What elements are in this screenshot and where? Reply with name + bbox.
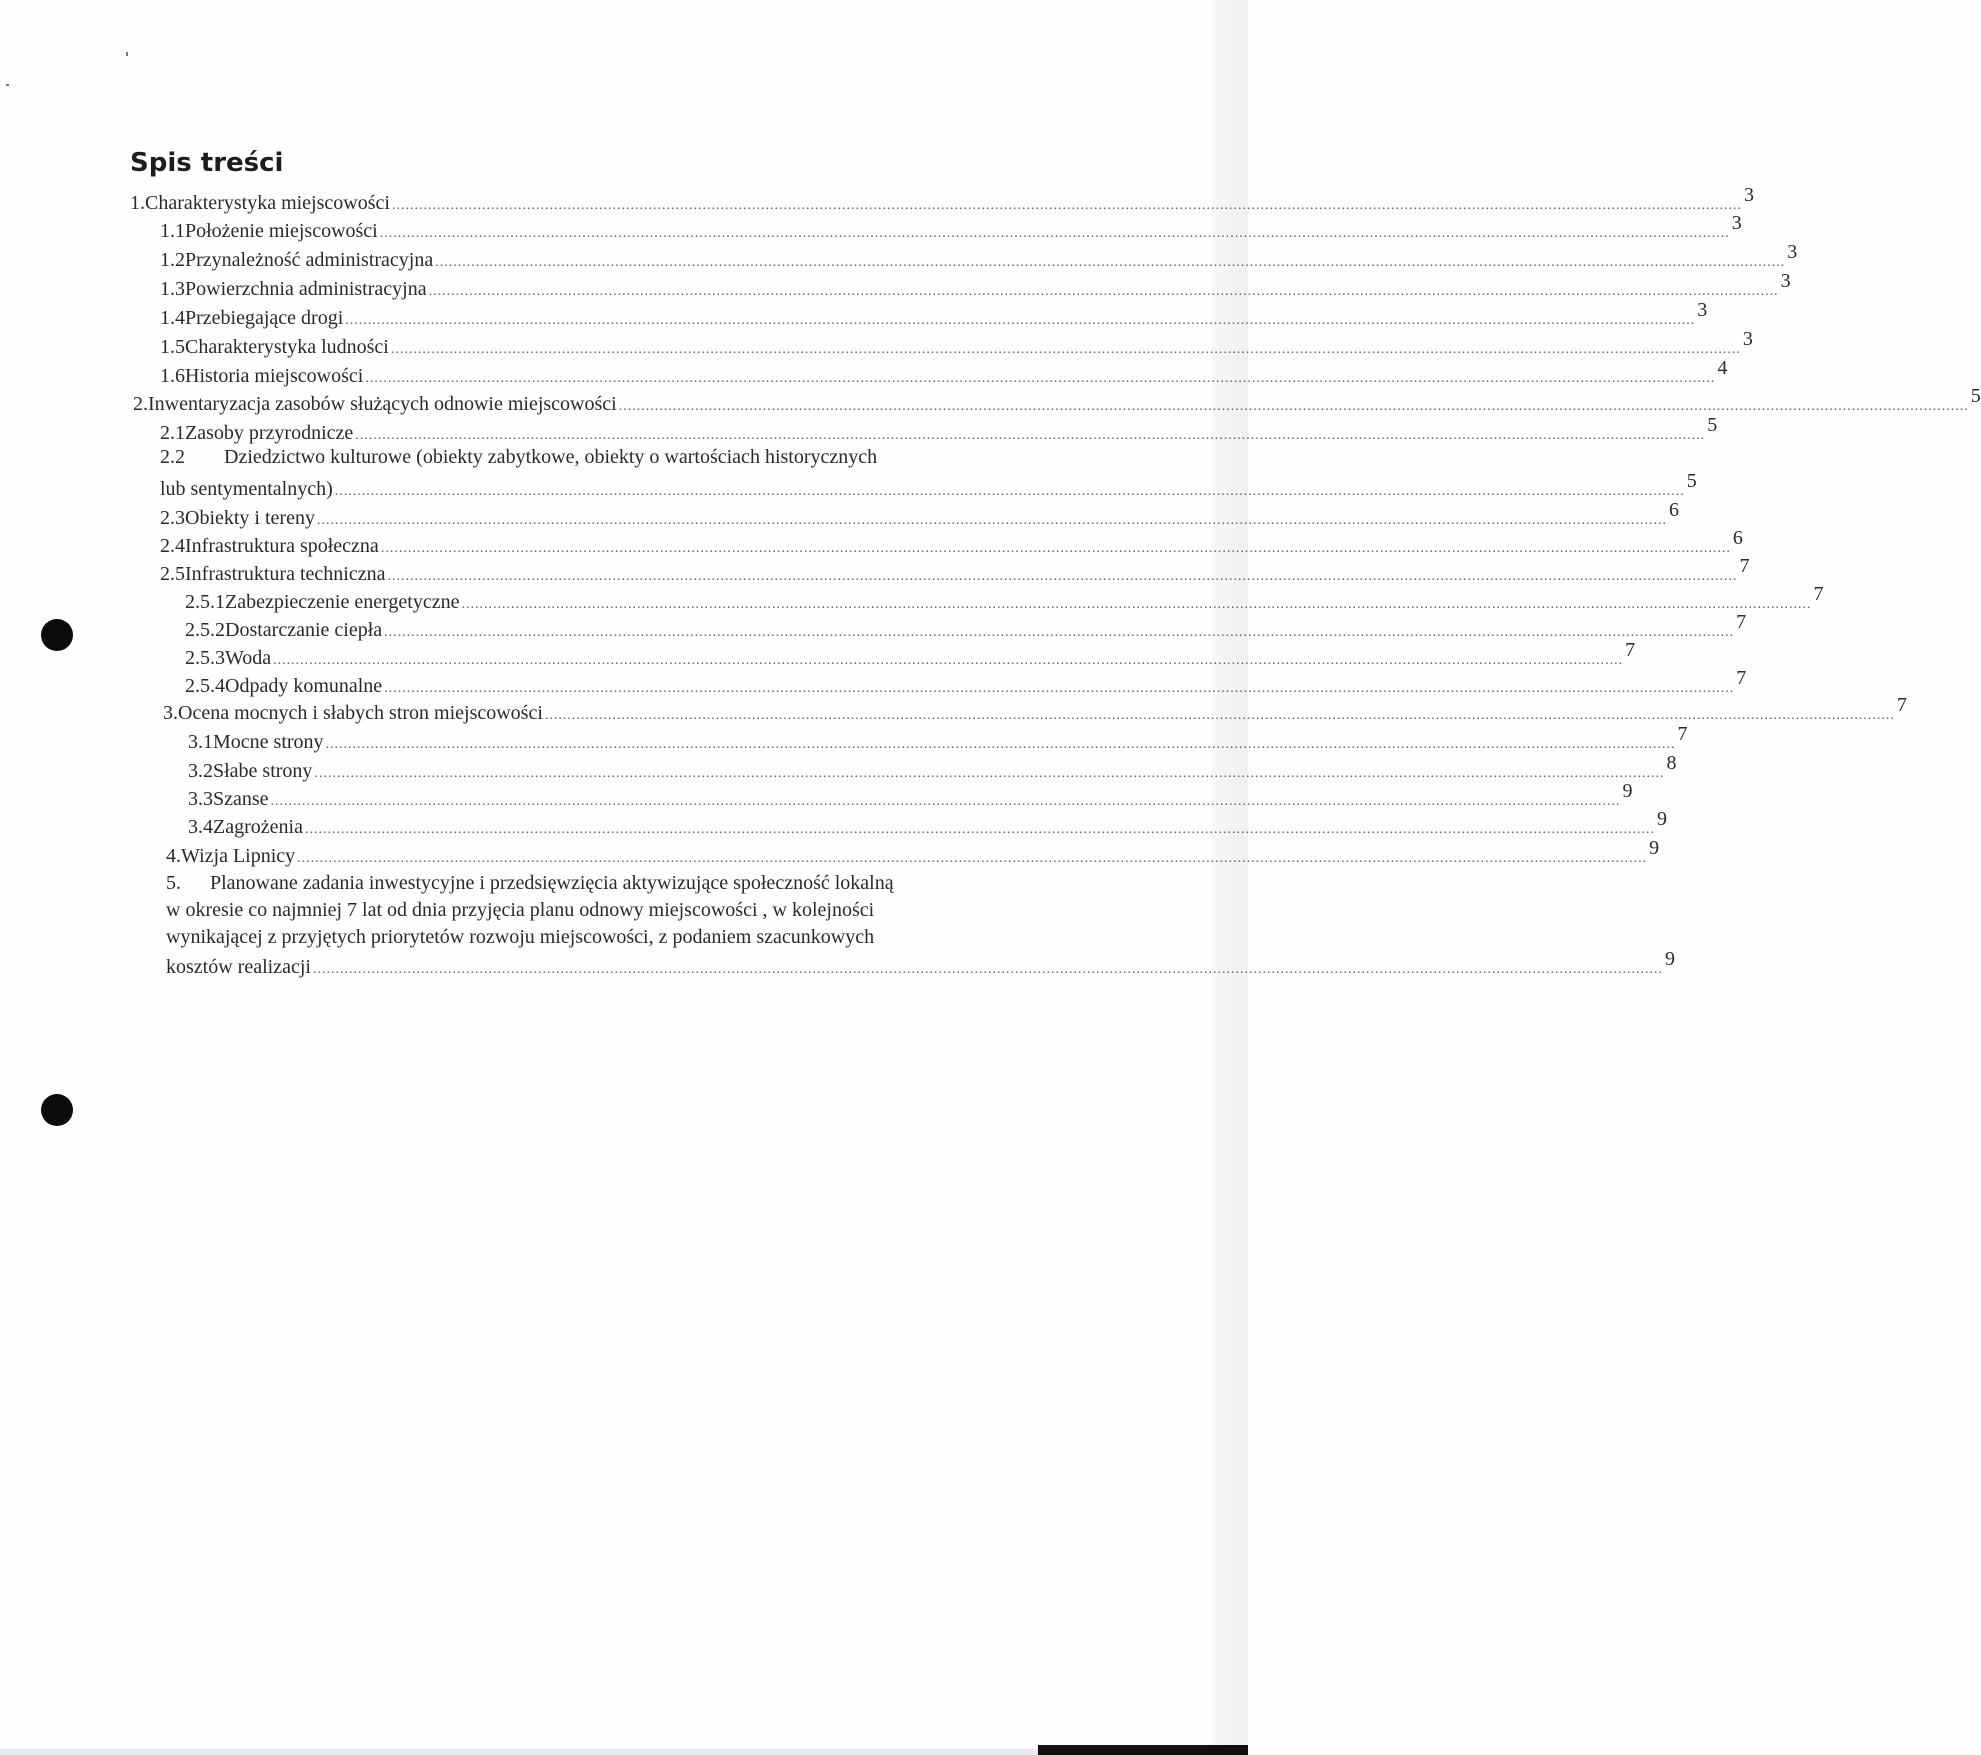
toc-entry-text: Infrastruktura techniczna bbox=[185, 563, 386, 585]
toc-entry-number: 3.4 bbox=[188, 816, 213, 838]
toc-entry-text-continued: lub sentymentalnych) bbox=[160, 478, 333, 500]
toc-entry-text: Charakterystyka ludności bbox=[185, 336, 389, 358]
toc-entry bbox=[185, 611, 1747, 643]
toc-entry-text: Zasoby przyrodnicze bbox=[185, 422, 354, 444]
toc-entry-number: 1.1 bbox=[160, 220, 185, 242]
toc-entry-text: Dziedzictwo kulturowe (obiekty zabytkowe, obiekty o wartościach historycznych bbox=[224, 446, 878, 468]
toc-leader: ............................................................................................................................................................................................................................................................................................................ bbox=[435, 255, 1786, 270]
toc-entry-page: 5 bbox=[1686, 470, 1697, 492]
toc-entry-number: 3.2 bbox=[188, 760, 213, 782]
toc-entry bbox=[160, 555, 1750, 587]
toc-leader: ............................................................................................................................................................................................................................................................................................................ bbox=[544, 708, 1895, 723]
toc-leader: ............................................................................................................................................................................................................................................................................................................ bbox=[618, 399, 1969, 414]
toc-entry-page: 7 bbox=[1813, 583, 1824, 605]
toc-entry bbox=[163, 694, 1907, 726]
toc-entry bbox=[160, 328, 1753, 360]
toc-entry-text-line: wynikającej z przyjętych priorytetów rozwoju miejscowości, z podaniem szacunkowych bbox=[166, 926, 875, 948]
toc-entry-page: 9 bbox=[1664, 948, 1675, 970]
toc-leader: ............................................................................................................................................................................................................................................................................................................ bbox=[312, 962, 1663, 977]
toc-entry-page: 7 bbox=[1625, 639, 1636, 661]
toc-entry bbox=[166, 948, 1675, 980]
toc-leader: ............................................................................................................................................................................................................................................................................................................ bbox=[297, 851, 1648, 866]
toc-entry-number: 1.5 bbox=[160, 336, 185, 358]
toc-entry-page: 5 bbox=[1707, 414, 1718, 436]
toc-entry-text: Powierzchnia administracyjna bbox=[185, 278, 427, 300]
toc-entry-page: 7 bbox=[1736, 667, 1747, 689]
toc-entry bbox=[160, 241, 1798, 273]
toc-entry-number: 1. bbox=[130, 192, 145, 214]
toc-leader: ............................................................................................................................................................................................................................................................................................................ bbox=[304, 822, 1655, 837]
toc-entry-number: 2.5.1 bbox=[185, 591, 225, 613]
toc-title: Spis treści bbox=[130, 148, 284, 178]
toc-entry bbox=[160, 299, 1708, 331]
toc-entry-page: 9 bbox=[1649, 837, 1660, 859]
toc-leader: ............................................................................................................................................................................................................................................................................................................ bbox=[380, 541, 1731, 556]
toc-entry bbox=[188, 752, 1677, 784]
toc-entry bbox=[160, 470, 1697, 502]
toc-entry bbox=[185, 583, 1824, 615]
toc-entry-first-line bbox=[166, 870, 894, 896]
toc-entry bbox=[185, 667, 1747, 699]
toc-leader: ............................................................................................................................................................................................................................................................................................................ bbox=[345, 313, 1696, 328]
toc-entry-number: 2.1 bbox=[160, 422, 185, 444]
toc-entry-page: 3 bbox=[1780, 270, 1791, 292]
toc-entry-number: 2.5.4 bbox=[185, 675, 225, 697]
toc-entry bbox=[160, 414, 1718, 446]
toc-leader: ............................................................................................................................................................................................................................................................................................................ bbox=[334, 484, 1685, 499]
toc-entry-page: 9 bbox=[1656, 808, 1667, 830]
toc-entry-text: Położenie miejscowości bbox=[185, 220, 378, 242]
toc-entry-page: 7 bbox=[1736, 611, 1747, 633]
toc-entry-number: 2.5.3 bbox=[185, 647, 225, 669]
toc-leader: ............................................................................................................................................................................................................................................................................................................ bbox=[273, 653, 1624, 668]
toc-entry bbox=[160, 499, 1679, 531]
toc-leader: ............................................................................................................................................................................................................................................................................................................ bbox=[384, 681, 1735, 696]
toc-entry-page: 5 bbox=[1970, 385, 1981, 407]
toc-leader: ............................................................................................................................................................................................................................................................................................................ bbox=[365, 371, 1716, 386]
toc-entry-number: 2. bbox=[133, 393, 148, 415]
toc-leader: ............................................................................................................................................................................................................................................................................................................ bbox=[391, 198, 1742, 213]
toc-entry-number: 3.3 bbox=[188, 788, 213, 810]
toc-entry-text: Dostarczanie ciepła bbox=[225, 619, 383, 641]
toc-entry-number: 1.6 bbox=[160, 365, 185, 387]
toc-leader: ............................................................................................................................................................................................................................................................................................................ bbox=[314, 766, 1665, 781]
toc-entry-text: Inwentaryzacja zasobów służących odnowie miejscowości bbox=[148, 393, 617, 415]
toc-entry-number: 3.1 bbox=[188, 731, 213, 753]
toc-entry-text: Infrastruktura społeczna bbox=[185, 535, 379, 557]
toc-entry-text: Przebiegające drogi bbox=[185, 307, 344, 329]
toc-entry-number: 3. bbox=[163, 702, 178, 724]
toc-entry-first-line bbox=[160, 444, 877, 470]
toc-leader: ............................................................................................................................................................................................................................................................................................................ bbox=[355, 428, 1706, 443]
toc-entry-text-line: Planowane zadania inwestycyjne i przedsięwzięcia aktywizujące społeczność lokalną bbox=[210, 872, 894, 894]
toc-entry bbox=[160, 357, 1728, 389]
toc-leader: ............................................................................................................................................................................................................................................................................................................ bbox=[384, 625, 1735, 640]
toc-entry-text-line: w okresie co najmniej 7 lat od dnia przyjęcia planu odnowy miejscowości , w kolejności bbox=[166, 899, 875, 921]
toc-entry bbox=[188, 723, 1688, 755]
toc-entry-page: 8 bbox=[1666, 752, 1677, 774]
toc-leader: ............................................................................................................................................................................................................................................................................................................ bbox=[387, 569, 1738, 584]
toc-entry-number: 4. bbox=[166, 845, 181, 867]
toc-leader: ............................................................................................................................................................................................................................................................................................................ bbox=[461, 597, 1812, 612]
toc-entry bbox=[133, 385, 1981, 417]
toc-entry-text: Obiekty i tereny bbox=[185, 507, 315, 529]
toc-entry bbox=[160, 212, 1742, 244]
toc-entry-text: Przynależność administracyjna bbox=[185, 249, 434, 271]
toc-leader: ............................................................................................................................................................................................................................................................................................................ bbox=[390, 342, 1741, 357]
toc-leader: ............................................................................................................................................................................................................................................................................................................ bbox=[428, 284, 1779, 299]
toc-entry bbox=[188, 808, 1667, 840]
toc-entry-text: Historia miejscowości bbox=[185, 365, 364, 387]
toc-entry-page: 6 bbox=[1732, 527, 1743, 549]
toc-entry-number: 1.4 bbox=[160, 307, 185, 329]
toc-entry-page: 3 bbox=[1787, 241, 1798, 263]
toc-leader: ............................................................................................................................................................................................................................................................................................................ bbox=[316, 513, 1667, 528]
toc-entry-text: Wizja Lipnicy bbox=[181, 845, 296, 867]
toc-entry-number: 5. bbox=[166, 872, 181, 894]
toc-entry-page: 3 bbox=[1731, 212, 1742, 234]
toc-entry-text: Woda bbox=[225, 647, 272, 669]
toc-entry-page: 7 bbox=[1677, 723, 1688, 745]
toc-entry bbox=[185, 639, 1636, 671]
toc-entry-page: 3 bbox=[1743, 184, 1754, 206]
toc-entry-page: 3 bbox=[1742, 328, 1753, 350]
toc-leader: ............................................................................................................................................................................................................................................................................................................ bbox=[325, 737, 1676, 752]
toc-entry-number: 1.3 bbox=[160, 278, 185, 300]
toc-entry-page: 7 bbox=[1896, 694, 1907, 716]
toc-entry-page: 6 bbox=[1668, 499, 1679, 521]
toc-entry-number: 2.3 bbox=[160, 507, 185, 529]
toc-entry-page: 4 bbox=[1717, 357, 1728, 379]
toc-entry bbox=[160, 527, 1743, 559]
toc-entry-text: Ocena mocnych i słabych stron miejscowości bbox=[178, 702, 543, 724]
toc-entry-number: 2.5.2 bbox=[185, 619, 225, 641]
toc-entry-number: 2.2 bbox=[160, 446, 185, 468]
toc-entry-number: 1.2 bbox=[160, 249, 185, 271]
toc-entry bbox=[130, 184, 1754, 216]
toc-leader: ............................................................................................................................................................................................................................................................................................................ bbox=[379, 226, 1730, 241]
toc-entry-text: Charakterystyka miejscowości bbox=[145, 192, 390, 214]
toc-entry-text: Zabezpieczenie energetyczne bbox=[225, 591, 460, 613]
toc-entry-number: 2.5 bbox=[160, 563, 185, 585]
toc-entry-page: 9 bbox=[1622, 780, 1633, 802]
toc-entry-text-line: kosztów realizacji bbox=[166, 956, 311, 978]
toc-entry-number: 2.4 bbox=[160, 535, 185, 557]
toc-entry-text: Szanse bbox=[213, 788, 269, 810]
toc-entry bbox=[166, 837, 1660, 869]
toc-entry-text: Słabe strony bbox=[213, 760, 313, 782]
toc-entry-text: Mocne strony bbox=[213, 731, 324, 753]
toc-leader: ............................................................................................................................................................................................................................................................................................................ bbox=[270, 794, 1621, 809]
toc-entry bbox=[188, 780, 1633, 812]
toc-entry bbox=[160, 270, 1791, 302]
toc-entry-text: Odpady komunalne bbox=[225, 675, 383, 697]
toc-entry-page: 7 bbox=[1739, 555, 1750, 577]
toc-entry-text: Zagrożenia bbox=[213, 816, 303, 838]
toc-entry-page: 3 bbox=[1697, 299, 1708, 321]
